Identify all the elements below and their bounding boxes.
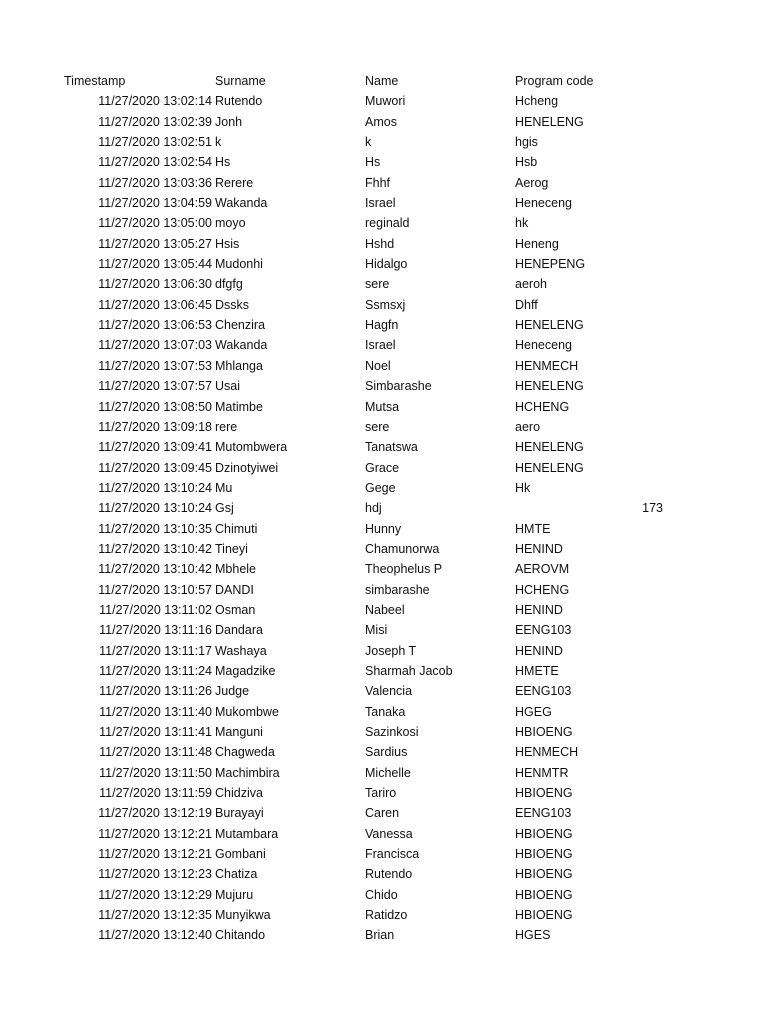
program-code-cell: HENMECH bbox=[515, 358, 579, 373]
surname-cell: Mudonhi bbox=[215, 257, 263, 272]
name-cell: Francisca bbox=[365, 847, 420, 862]
table-row bbox=[0, 437, 768, 457]
surname-cell: Mu bbox=[215, 480, 233, 495]
table-row bbox=[0, 213, 768, 233]
name-cell: reginald bbox=[365, 216, 410, 231]
header-name: Name bbox=[365, 74, 399, 88]
table-row bbox=[0, 112, 768, 132]
surname-cell: DANDI bbox=[215, 582, 254, 597]
name-cell: Ssmsxj bbox=[365, 297, 406, 312]
timestamp-cell: 11/27/2020 13:12:19 bbox=[98, 806, 212, 821]
program-code-cell: HENELENG bbox=[515, 460, 584, 475]
table-row bbox=[0, 132, 768, 152]
program-code-cell: HENELENG bbox=[515, 379, 584, 394]
timestamp-cell: 11/27/2020 13:10:24 bbox=[98, 480, 212, 495]
timestamp-cell: 11/27/2020 13:03:36 bbox=[98, 175, 212, 190]
timestamp-cell: 11/27/2020 13:11:50 bbox=[99, 765, 212, 780]
timestamp-cell: 11/27/2020 13:07:53 bbox=[98, 358, 212, 373]
surname-cell: Machimbira bbox=[215, 765, 280, 780]
name-cell: Tanatswa bbox=[365, 440, 418, 455]
program-code-cell: HGES bbox=[515, 928, 551, 943]
table-row bbox=[0, 661, 768, 681]
table-row bbox=[0, 234, 768, 254]
surname-cell: Mbhele bbox=[215, 562, 256, 577]
surname-cell: Chenzira bbox=[215, 318, 266, 333]
program-code-cell: Heneceng bbox=[515, 338, 572, 353]
table-row bbox=[0, 254, 768, 274]
timestamp-cell: 11/27/2020 13:12:40 bbox=[98, 928, 212, 943]
table-row bbox=[0, 722, 768, 742]
program-code-cell: EENG103 bbox=[515, 806, 572, 821]
program-code-cell: HENIND bbox=[515, 541, 563, 556]
surname-cell: k bbox=[215, 135, 222, 150]
spreadsheet bbox=[0, 71, 768, 946]
table-row bbox=[0, 763, 768, 783]
name-cell: Sazinkosi bbox=[365, 725, 419, 739]
table-row bbox=[0, 824, 768, 844]
program-code-cell: HENEPENG bbox=[515, 257, 586, 272]
timestamp-cell: 11/27/2020 13:06:45 bbox=[98, 297, 212, 312]
surname-cell: Chitando bbox=[215, 928, 266, 943]
timestamp-cell: 11/27/2020 13:11:40 bbox=[99, 704, 212, 719]
surname-cell: Chimuti bbox=[215, 521, 258, 536]
name-cell: Muwori bbox=[365, 94, 406, 109]
surname-cell: Hsis bbox=[215, 236, 240, 251]
surname-cell: Washaya bbox=[215, 643, 267, 658]
surname-cell: Rerere bbox=[215, 175, 254, 190]
timestamp-cell: 11/27/2020 13:11:17 bbox=[99, 643, 212, 658]
table-row bbox=[0, 478, 768, 498]
name-cell: k bbox=[365, 135, 372, 150]
timestamp-cell: 11/27/2020 13:07:57 bbox=[98, 379, 212, 394]
name-cell: Vanessa bbox=[365, 826, 413, 841]
name-cell: Sharmah Jacob bbox=[365, 663, 453, 678]
timestamp-cell: 11/27/2020 13:09:41 bbox=[98, 440, 212, 455]
name-cell: Joseph T bbox=[365, 643, 417, 658]
surname-cell: Mutambara bbox=[215, 826, 279, 841]
table-row bbox=[0, 885, 768, 905]
program-code-cell: Hk bbox=[515, 480, 531, 495]
name-cell: Hidalgo bbox=[365, 257, 408, 272]
table-row bbox=[0, 580, 768, 600]
program-code-cell: HBIOENG bbox=[515, 908, 573, 923]
timestamp-cell: 11/27/2020 13:11:26 bbox=[99, 684, 212, 699]
name-cell: Israel bbox=[365, 196, 396, 211]
table-row bbox=[0, 417, 768, 437]
timestamp-cell: 11/27/2020 13:12:21 bbox=[98, 847, 212, 862]
timestamp-cell: 11/27/2020 13:12:29 bbox=[98, 887, 212, 902]
timestamp-cell: 11/27/2020 13:05:00 bbox=[98, 216, 212, 231]
table-row bbox=[0, 295, 768, 315]
program-code-cell: AEROVM bbox=[515, 562, 570, 577]
surname-cell: Munyikwa bbox=[215, 908, 271, 923]
program-code-cell: HENIND bbox=[515, 643, 563, 658]
program-code-cell: HBIOENG bbox=[515, 786, 573, 801]
surname-cell: Dssks bbox=[215, 297, 250, 312]
program-code-cell: aeroh bbox=[515, 277, 547, 292]
program-code-cell: HCHENG bbox=[515, 582, 570, 597]
table-body bbox=[0, 91, 768, 945]
name-cell: hdj bbox=[365, 501, 382, 516]
name-cell: Sardius bbox=[365, 745, 408, 760]
program-code-cell: HENELENG bbox=[515, 114, 584, 129]
program-code-cell: HBIOENG bbox=[515, 826, 573, 841]
surname-cell: Magadzike bbox=[215, 663, 276, 678]
table-row bbox=[0, 498, 768, 518]
timestamp-cell: 11/27/2020 13:11:16 bbox=[99, 623, 212, 638]
surname-cell: Gsj bbox=[215, 501, 234, 516]
program-code-cell: HBIOENG bbox=[515, 847, 573, 862]
program-code-cell: aero bbox=[515, 419, 541, 434]
name-cell: sere bbox=[365, 419, 390, 434]
program-code-cell: HBIOENG bbox=[515, 887, 573, 902]
name-cell: Theophelus P bbox=[365, 562, 443, 577]
table-row bbox=[0, 641, 768, 661]
timestamp-cell: 11/27/2020 13:06:53 bbox=[98, 318, 212, 333]
timestamp-cell: 11/27/2020 13:11:02 bbox=[99, 602, 212, 617]
name-cell: Rutendo bbox=[365, 867, 413, 882]
program-code-cell: Dhff bbox=[515, 297, 538, 312]
surname-cell: Mhlanga bbox=[215, 358, 263, 373]
table-row bbox=[0, 397, 768, 417]
table-row bbox=[0, 702, 768, 722]
program-code-cell: EENG103 bbox=[515, 623, 572, 638]
surname-cell: Wakanda bbox=[215, 196, 268, 211]
name-cell: Simbarashe bbox=[365, 379, 432, 394]
name-cell: Caren bbox=[365, 806, 400, 821]
header-program-code: Program code bbox=[515, 74, 594, 88]
program-code-cell: HBIOENG bbox=[515, 867, 573, 882]
timestamp-cell: 11/27/2020 13:11:24 bbox=[99, 663, 212, 678]
name-cell: Gege bbox=[365, 480, 396, 495]
name-cell: sere bbox=[365, 277, 390, 292]
table-row bbox=[0, 152, 768, 172]
surname-cell: Mutombwera bbox=[215, 440, 288, 455]
surname-cell: Gombani bbox=[215, 847, 266, 862]
timestamp-cell: 11/27/2020 13:09:18 bbox=[98, 419, 212, 434]
name-cell: Tanaka bbox=[365, 704, 406, 719]
table-row bbox=[0, 742, 768, 762]
surname-cell: Chidziva bbox=[215, 786, 263, 801]
table-row bbox=[0, 315, 768, 335]
surname-cell: Manguni bbox=[215, 725, 263, 739]
timestamp-cell: 11/27/2020 13:12:23 bbox=[98, 867, 212, 882]
name-cell: Brian bbox=[365, 928, 395, 943]
table-row bbox=[0, 173, 768, 193]
program-code-cell: HENELENG bbox=[515, 440, 584, 455]
program-code-cell: EENG103 bbox=[515, 684, 572, 699]
program-code-cell: hgis bbox=[515, 135, 538, 150]
header-row bbox=[0, 71, 768, 91]
header-timestamp: Timestamp bbox=[64, 74, 126, 88]
header-surname: Surname bbox=[215, 74, 266, 88]
program-code-cell: Heneng bbox=[515, 236, 559, 251]
timestamp-cell: 11/27/2020 13:10:24 bbox=[98, 501, 212, 516]
table-row bbox=[0, 91, 768, 111]
program-code-cell: HMETE bbox=[515, 663, 559, 678]
name-cell: Mutsa bbox=[365, 399, 400, 414]
program-code-cell: Heneceng bbox=[515, 196, 572, 211]
timestamp-cell: 11/27/2020 13:02:54 bbox=[98, 155, 212, 170]
name-cell: Hs bbox=[365, 155, 381, 170]
name-cell: Tariro bbox=[365, 786, 397, 801]
surname-cell: Chatiza bbox=[215, 867, 258, 882]
surname-cell: Osman bbox=[215, 602, 256, 617]
table-row bbox=[0, 376, 768, 396]
timestamp-cell: 11/27/2020 13:11:48 bbox=[99, 745, 212, 760]
program-code-cell: HMTE bbox=[515, 521, 551, 536]
surname-cell: dfgfg bbox=[215, 277, 243, 292]
surname-cell: moyo bbox=[215, 216, 246, 231]
surname-cell: Wakanda bbox=[215, 338, 268, 353]
timestamp-cell: 11/27/2020 13:10:35 bbox=[98, 521, 212, 536]
program-code-cell: Hsb bbox=[515, 155, 538, 170]
timestamp-cell: 11/27/2020 13:09:45 bbox=[98, 460, 212, 475]
name-cell: Valencia bbox=[365, 684, 413, 699]
program-code-cell: HBIOENG bbox=[515, 725, 573, 739]
surname-cell: Dzinotyiwei bbox=[215, 460, 279, 475]
surname-cell: Rutendo bbox=[215, 94, 263, 109]
surname-cell: Jonh bbox=[215, 114, 243, 129]
timestamp-cell: 11/27/2020 13:04:59 bbox=[98, 196, 212, 211]
table-row bbox=[0, 681, 768, 701]
table-row bbox=[0, 274, 768, 294]
name-cell: Ratidzo bbox=[365, 908, 408, 923]
surname-cell: rere bbox=[215, 419, 238, 434]
timestamp-cell: 11/27/2020 13:05:44 bbox=[98, 257, 212, 272]
name-cell: Fhhf bbox=[365, 175, 391, 190]
surname-cell: Hs bbox=[215, 155, 231, 170]
table-row bbox=[0, 925, 768, 945]
timestamp-cell: 11/27/2020 13:08:50 bbox=[98, 399, 212, 414]
surname-cell: Matimbe bbox=[215, 399, 263, 414]
program-code-cell: Hcheng bbox=[515, 94, 559, 109]
program-code-cell: HENELENG bbox=[515, 318, 584, 333]
table-row bbox=[0, 844, 768, 864]
program-code-cell: HCHENG bbox=[515, 399, 570, 414]
surname-cell: Usai bbox=[215, 379, 241, 394]
timestamp-cell: 11/27/2020 13:10:42 bbox=[98, 541, 212, 556]
table-row bbox=[0, 905, 768, 925]
surname-cell: Tineyi bbox=[215, 541, 248, 556]
name-cell: Noel bbox=[365, 358, 391, 373]
timestamp-cell: 11/27/2020 13:02:39 bbox=[98, 114, 212, 129]
name-cell: Israel bbox=[365, 338, 396, 353]
table-row bbox=[0, 193, 768, 213]
table-row bbox=[0, 335, 768, 355]
name-cell: Hunny bbox=[365, 521, 402, 536]
timestamp-cell: 11/27/2020 13:05:27 bbox=[98, 236, 212, 251]
table-row bbox=[0, 600, 768, 620]
timestamp-cell: 11/27/2020 13:11:59 bbox=[99, 786, 212, 801]
surname-cell: Dandara bbox=[215, 623, 263, 638]
program-code-cell: Aerog bbox=[515, 175, 549, 190]
timestamp-cell: 11/27/2020 13:02:14 bbox=[98, 94, 212, 109]
name-cell: Grace bbox=[365, 460, 400, 475]
table-row bbox=[0, 620, 768, 640]
name-cell: Nabeel bbox=[365, 602, 405, 617]
table-row bbox=[0, 458, 768, 478]
surname-cell: Mujuru bbox=[215, 887, 254, 902]
name-cell: simbarashe bbox=[365, 582, 430, 597]
name-cell: Hagfn bbox=[365, 318, 399, 333]
table-row bbox=[0, 559, 768, 579]
table-row bbox=[0, 803, 768, 823]
numeric-cell: 173 bbox=[642, 501, 663, 516]
table-row bbox=[0, 356, 768, 376]
surname-cell: Judge bbox=[215, 684, 250, 699]
surname-cell: Chagweda bbox=[215, 745, 275, 760]
timestamp-cell: 11/27/2020 13:10:42 bbox=[98, 562, 212, 577]
name-cell: Chamunorwa bbox=[365, 541, 440, 556]
program-code-cell: HENIND bbox=[515, 602, 563, 617]
timestamp-cell: 11/27/2020 13:06:30 bbox=[98, 277, 212, 292]
table-row bbox=[0, 519, 768, 539]
name-cell: Michelle bbox=[365, 765, 411, 780]
program-code-cell: HGEG bbox=[515, 704, 552, 719]
name-cell: Amos bbox=[365, 114, 397, 129]
table-row bbox=[0, 783, 768, 803]
timestamp-cell: 11/27/2020 13:02:51 bbox=[98, 135, 212, 150]
table-row bbox=[0, 864, 768, 884]
timestamp-cell: 11/27/2020 13:10:57 bbox=[98, 582, 212, 597]
program-code-cell: HENMECH bbox=[515, 745, 579, 760]
name-cell: Chido bbox=[365, 887, 398, 902]
timestamp-cell: 11/27/2020 13:12:21 bbox=[98, 826, 212, 841]
program-code-cell: hk bbox=[515, 216, 529, 231]
surname-cell: Burayayi bbox=[215, 806, 264, 821]
timestamp-cell: 11/27/2020 13:07:03 bbox=[98, 338, 212, 353]
table-row bbox=[0, 539, 768, 559]
name-cell: Hshd bbox=[365, 236, 395, 251]
name-cell: Misi bbox=[365, 623, 388, 638]
timestamp-cell: 11/27/2020 13:11:41 bbox=[99, 725, 212, 739]
program-code-cell: HENMTR bbox=[515, 765, 569, 780]
surname-cell: Mukombwe bbox=[215, 704, 279, 719]
timestamp-cell: 11/27/2020 13:12:35 bbox=[98, 908, 212, 923]
